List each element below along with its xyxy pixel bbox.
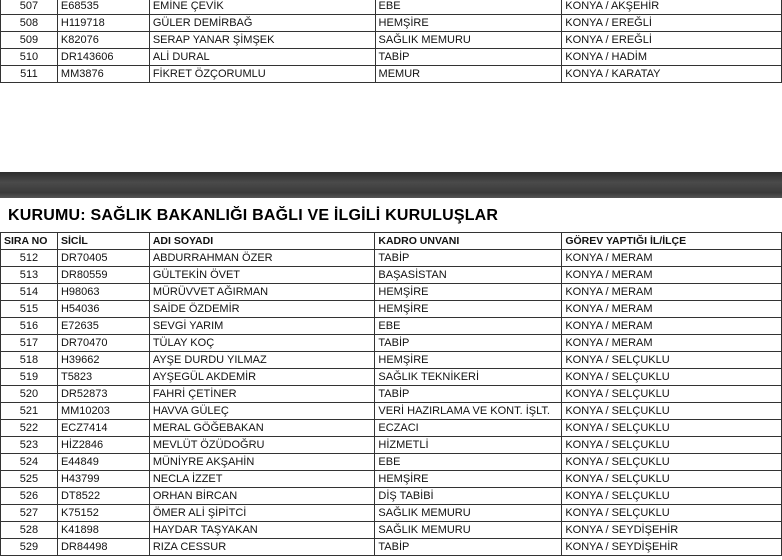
cell-sira-no: 526 [1,488,58,505]
table-row [1,454,782,471]
cell-adi-soyadi: SERAP YANAR ŞİMŞEK [149,32,375,49]
table-row [1,420,782,437]
cell-kadro-unvani: TABİP [375,49,562,66]
cell-kadro-unvani: EBE [375,0,562,15]
cell-adi-soyadi: HAVVA GÜLEÇ [149,403,375,420]
top-records-body [1,0,782,83]
cell-sira-no: 529 [1,539,58,556]
cell-sicil: K75152 [57,505,149,522]
cell-adi-soyadi: RIZA CESSUR [149,539,375,556]
cell-gorev-yeri: KONYA / MERAM [562,284,782,301]
table-row [1,284,782,301]
cell-sira-no: 523 [1,437,58,454]
table-row [1,267,782,284]
table-row [1,15,782,32]
cell-sicil: K41898 [57,522,149,539]
header-sicil: SİCİL [57,233,149,250]
cell-kadro-unvani: HEMŞİRE [375,471,562,488]
cell-gorev-yeri: KONYA / SELÇUKLU [562,471,782,488]
cell-sicil: MM3876 [57,66,149,83]
cell-gorev-yeri: KONYA / SEYDİŞEHİR [562,539,782,556]
cell-kadro-unvani: TABİP [375,250,562,267]
cell-sicil: E72635 [57,318,149,335]
cell-gorev-yeri: KONYA / EREĞLİ [562,32,782,49]
cell-adi-soyadi: GÜLTEKİN ÖVET [149,267,375,284]
cell-kadro-unvani: BAŞASİSTAN [375,267,562,284]
cell-adi-soyadi: ALİ DURAL [149,49,375,66]
cell-sira-no: 517 [1,335,58,352]
table-row [1,522,782,539]
cell-sicil: E68535 [57,0,149,15]
cell-sicil: ECZ7414 [57,420,149,437]
cell-gorev-yeri: KONYA / SEYDİŞEHİR [562,522,782,539]
header-sira-no: SIRA NO [1,233,58,250]
cell-adi-soyadi: MÜNİYRE AKŞAHİN [149,454,375,471]
cell-sira-no: 511 [1,66,58,83]
table-row [1,250,782,267]
cell-adi-soyadi: NECLA İZZET [149,471,375,488]
cell-adi-soyadi: AYŞEGÜL AKDEMİR [149,369,375,386]
cell-gorev-yeri: KONYA / KARATAY [562,66,782,83]
cell-gorev-yeri: KONYA / SELÇUKLU [562,437,782,454]
cell-gorev-yeri: KONYA / SELÇUKLU [562,505,782,522]
header-gorev-yeri: GÖREV YAPTIĞI İL/İLÇE [562,233,782,250]
cell-sicil: H43799 [57,471,149,488]
cell-sira-no: 522 [1,420,58,437]
cell-kadro-unvani: ECZACI [375,420,562,437]
table-row [1,0,782,15]
cell-sira-no: 528 [1,522,58,539]
table-row [1,471,782,488]
cell-adi-soyadi: MÜRÜVVET AĞIRMAN [149,284,375,301]
cell-sira-no: 514 [1,284,58,301]
cell-gorev-yeri: KONYA / AKŞEHİR [562,0,782,15]
cell-sira-no: 520 [1,386,58,403]
cell-gorev-yeri: KONYA / MERAM [562,335,782,352]
header-kadro-unvani: KADRO UNVANI [375,233,562,250]
table-row [1,49,782,66]
cell-gorev-yeri: KONYA / SELÇUKLU [562,403,782,420]
cell-gorev-yeri: KONYA / EREĞLİ [562,15,782,32]
records-body [1,250,782,556]
cell-adi-soyadi: AYŞE DURDU YILMAZ [149,352,375,369]
cell-gorev-yeri: KONYA / HADİM [562,49,782,66]
cell-sicil: DR70470 [57,335,149,352]
cell-sira-no: 527 [1,505,58,522]
cell-sicil: DT8522 [57,488,149,505]
cell-kadro-unvani: HEMŞİRE [375,284,562,301]
cell-sicil: H54036 [57,301,149,318]
section-title: KURUMU: SAĞLIK BAKANLIĞI BAĞLI VE İLGİLİ KURULUŞLAR [8,207,499,224]
table-row [1,369,782,386]
cell-sira-no: 518 [1,352,58,369]
cell-gorev-yeri: KONYA / SELÇUKLU [562,352,782,369]
cell-adi-soyadi: HAYDAR TAŞYAKAN [149,522,375,539]
cell-sicil: DR52873 [57,386,149,403]
cell-gorev-yeri: KONYA / MERAM [562,250,782,267]
table-row [1,352,782,369]
cell-gorev-yeri: KONYA / SELÇUKLU [562,454,782,471]
cell-adi-soyadi: EMİNE ÇEVİK [149,0,375,15]
table-row [1,437,782,454]
cell-kadro-unvani: HEMŞİRE [375,15,562,32]
cell-adi-soyadi: ORHAN BİRCAN [149,488,375,505]
cell-gorev-yeri: KONYA / SELÇUKLU [562,386,782,403]
cell-sicil: HİZ2846 [57,437,149,454]
cell-sira-no: 519 [1,369,58,386]
cell-sicil: H98063 [57,284,149,301]
cell-kadro-unvani: EBE [375,454,562,471]
cell-kadro-unvani: VERİ HAZIRLAMA VE KONT. İŞLT. [375,403,562,420]
cell-sicil: DR80559 [57,267,149,284]
cell-sicil: K82076 [57,32,149,49]
cell-adi-soyadi: FAHRİ ÇETİNER [149,386,375,403]
table-row [1,403,782,420]
cell-kadro-unvani: SAĞLIK TEKNİKERİ [375,369,562,386]
cell-kadro-unvani: EBE [375,318,562,335]
cell-adi-soyadi: ÖMER ALİ ŞİPİTCİ [149,505,375,522]
cell-adi-soyadi: MEVLÜT ÖZÜDOĞRU [149,437,375,454]
cell-sira-no: 513 [1,267,58,284]
cell-kadro-unvani: SAĞLIK MEMURU [375,505,562,522]
cell-sira-no: 507 [1,0,58,15]
records-table [0,232,782,556]
cell-sicil: DR70405 [57,250,149,267]
cell-gorev-yeri: KONYA / MERAM [562,267,782,284]
table-row [1,32,782,49]
table-row [1,505,782,522]
cell-sira-no: 524 [1,454,58,471]
cell-gorev-yeri: KONYA / SELÇUKLU [562,488,782,505]
cell-gorev-yeri: KONYA / SELÇUKLU [562,420,782,437]
cell-kadro-unvani: SAĞLIK MEMURU [375,32,562,49]
cell-sira-no: 508 [1,15,58,32]
cell-sicil: E44849 [57,454,149,471]
table-row [1,386,782,403]
cell-kadro-unvani: TABİP [375,539,562,556]
cell-adi-soyadi: FİKRET ÖZÇORUMLU [149,66,375,83]
cell-kadro-unvani: SAĞLIK MEMURU [375,522,562,539]
header-adi-soyadi: ADI SOYADI [149,233,375,250]
table-row [1,318,782,335]
cell-kadro-unvani: TABİP [375,335,562,352]
cell-sicil: DR143606 [57,49,149,66]
cell-adi-soyadi: ABDURRAHMAN ÖZER [149,250,375,267]
cell-kadro-unvani: MEMUR [375,66,562,83]
cell-sira-no: 509 [1,32,58,49]
top-records-table [0,0,782,83]
cell-sira-no: 521 [1,403,58,420]
cell-kadro-unvani: HİZMETLİ [375,437,562,454]
table-row [1,539,782,556]
cell-sira-no: 516 [1,318,58,335]
table-row [1,488,782,505]
cell-kadro-unvani: DİŞ TABİBİ [375,488,562,505]
cell-sicil: T5823 [57,369,149,386]
cell-sira-no: 512 [1,250,58,267]
table-row [1,335,782,352]
cell-gorev-yeri: KONYA / MERAM [562,318,782,335]
cell-sira-no: 510 [1,49,58,66]
cell-adi-soyadi: SAİDE ÖZDEMİR [149,301,375,318]
cell-sicil: H119718 [57,15,149,32]
table-row [1,66,782,83]
cell-adi-soyadi: TÜLAY KOÇ [149,335,375,352]
cell-adi-soyadi: SEVGİ YARIM [149,318,375,335]
cell-adi-soyadi: GÜLER DEMİRBAĞ [149,15,375,32]
cell-kadro-unvani: HEMŞİRE [375,301,562,318]
cell-sira-no: 515 [1,301,58,318]
cell-sicil: H39662 [57,352,149,369]
cell-kadro-unvani: TABİP [375,386,562,403]
cell-adi-soyadi: MERAL GÖĞEBAKAN [149,420,375,437]
cell-gorev-yeri: KONYA / MERAM [562,301,782,318]
cell-gorev-yeri: KONYA / SELÇUKLU [562,369,782,386]
section-divider-band [0,172,782,198]
cell-sira-no: 525 [1,471,58,488]
cell-sicil: MM10203 [57,403,149,420]
table-header-row [1,233,782,250]
cell-sicil: DR84498 [57,539,149,556]
cell-kadro-unvani: HEMŞİRE [375,352,562,369]
table-row [1,301,782,318]
